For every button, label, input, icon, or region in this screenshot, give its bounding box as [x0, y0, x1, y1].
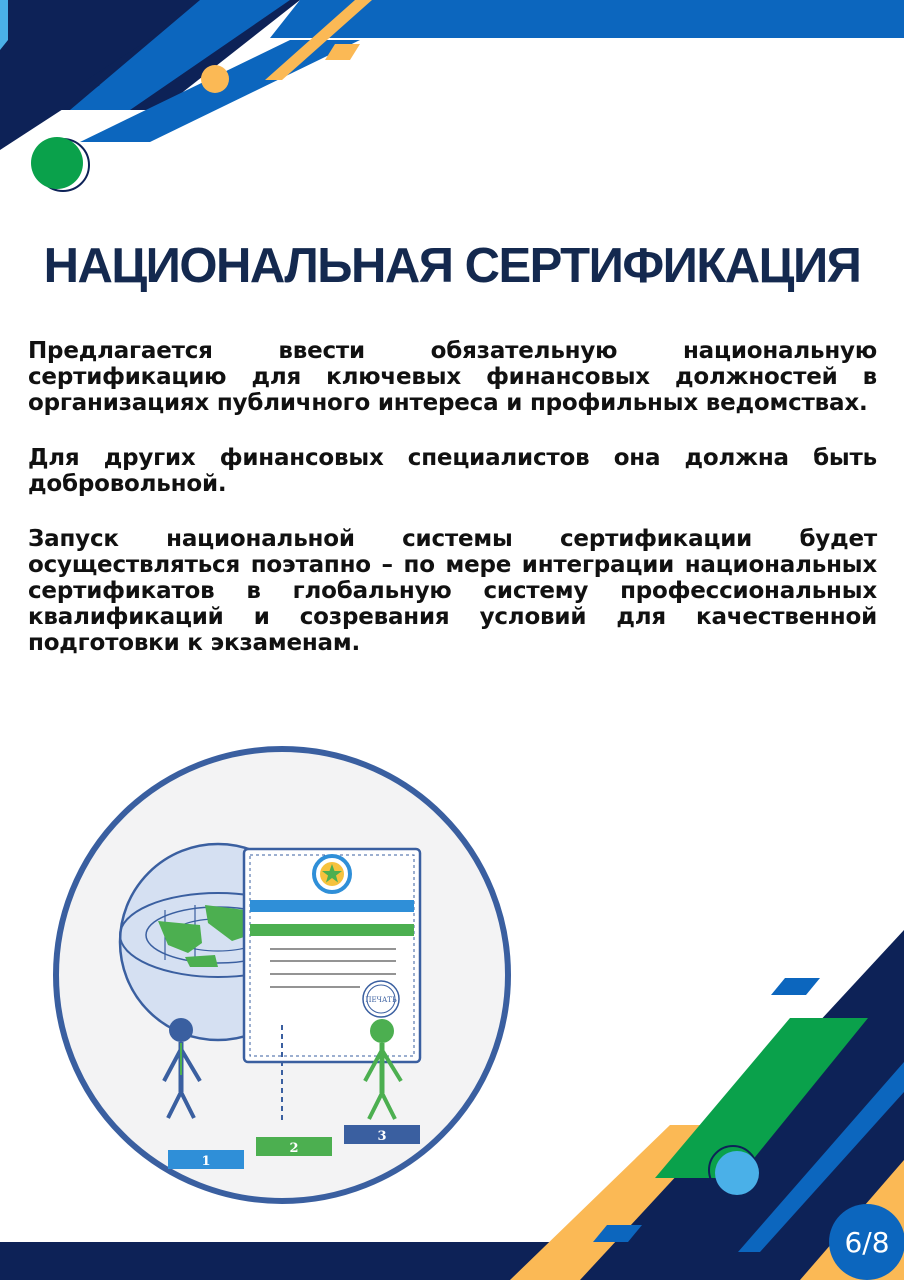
paragraph-mandatory: Предлагается ввести обязательную национальную сертификацию для ключевых финансовых должностей в организациях публичного интереса и профильных ведомствах. [28, 338, 877, 416]
page-indicator: 6/8 [829, 1204, 904, 1280]
stamp-label: ПЕЧАТЬ [365, 996, 397, 1004]
step-2 [256, 1137, 332, 1156]
step-3 [344, 1125, 420, 1144]
top-orange-dot [201, 65, 229, 93]
paragraph-voluntary: Для других финансовых специалистов она должна быть добровольной. [28, 445, 877, 497]
step-3-label: 3 [377, 1129, 387, 1144]
bottom-light-dot [715, 1151, 759, 1195]
certification-illustration [50, 745, 514, 1209]
step-1 [168, 1150, 244, 1169]
body-text [28, 338, 877, 685]
stamp-icon [363, 981, 399, 1017]
top-green-dot [31, 137, 83, 189]
bottom-blue-chip [771, 978, 820, 995]
page-title: НАЦИОНАЛЬНАЯ СЕРТИФИКАЦИЯ [43, 239, 861, 293]
step-1-label: 1 [201, 1154, 211, 1169]
paragraph-rollout: Запуск национальной системы сертификации будет осуществляться поэтапно – по мере интеграции национальных сертификатов в глобальную систему профессиональных квалификаций и созревания условий для качественной подготовки к экзаменам. [28, 526, 877, 656]
step-2-label: 2 [289, 1141, 299, 1156]
